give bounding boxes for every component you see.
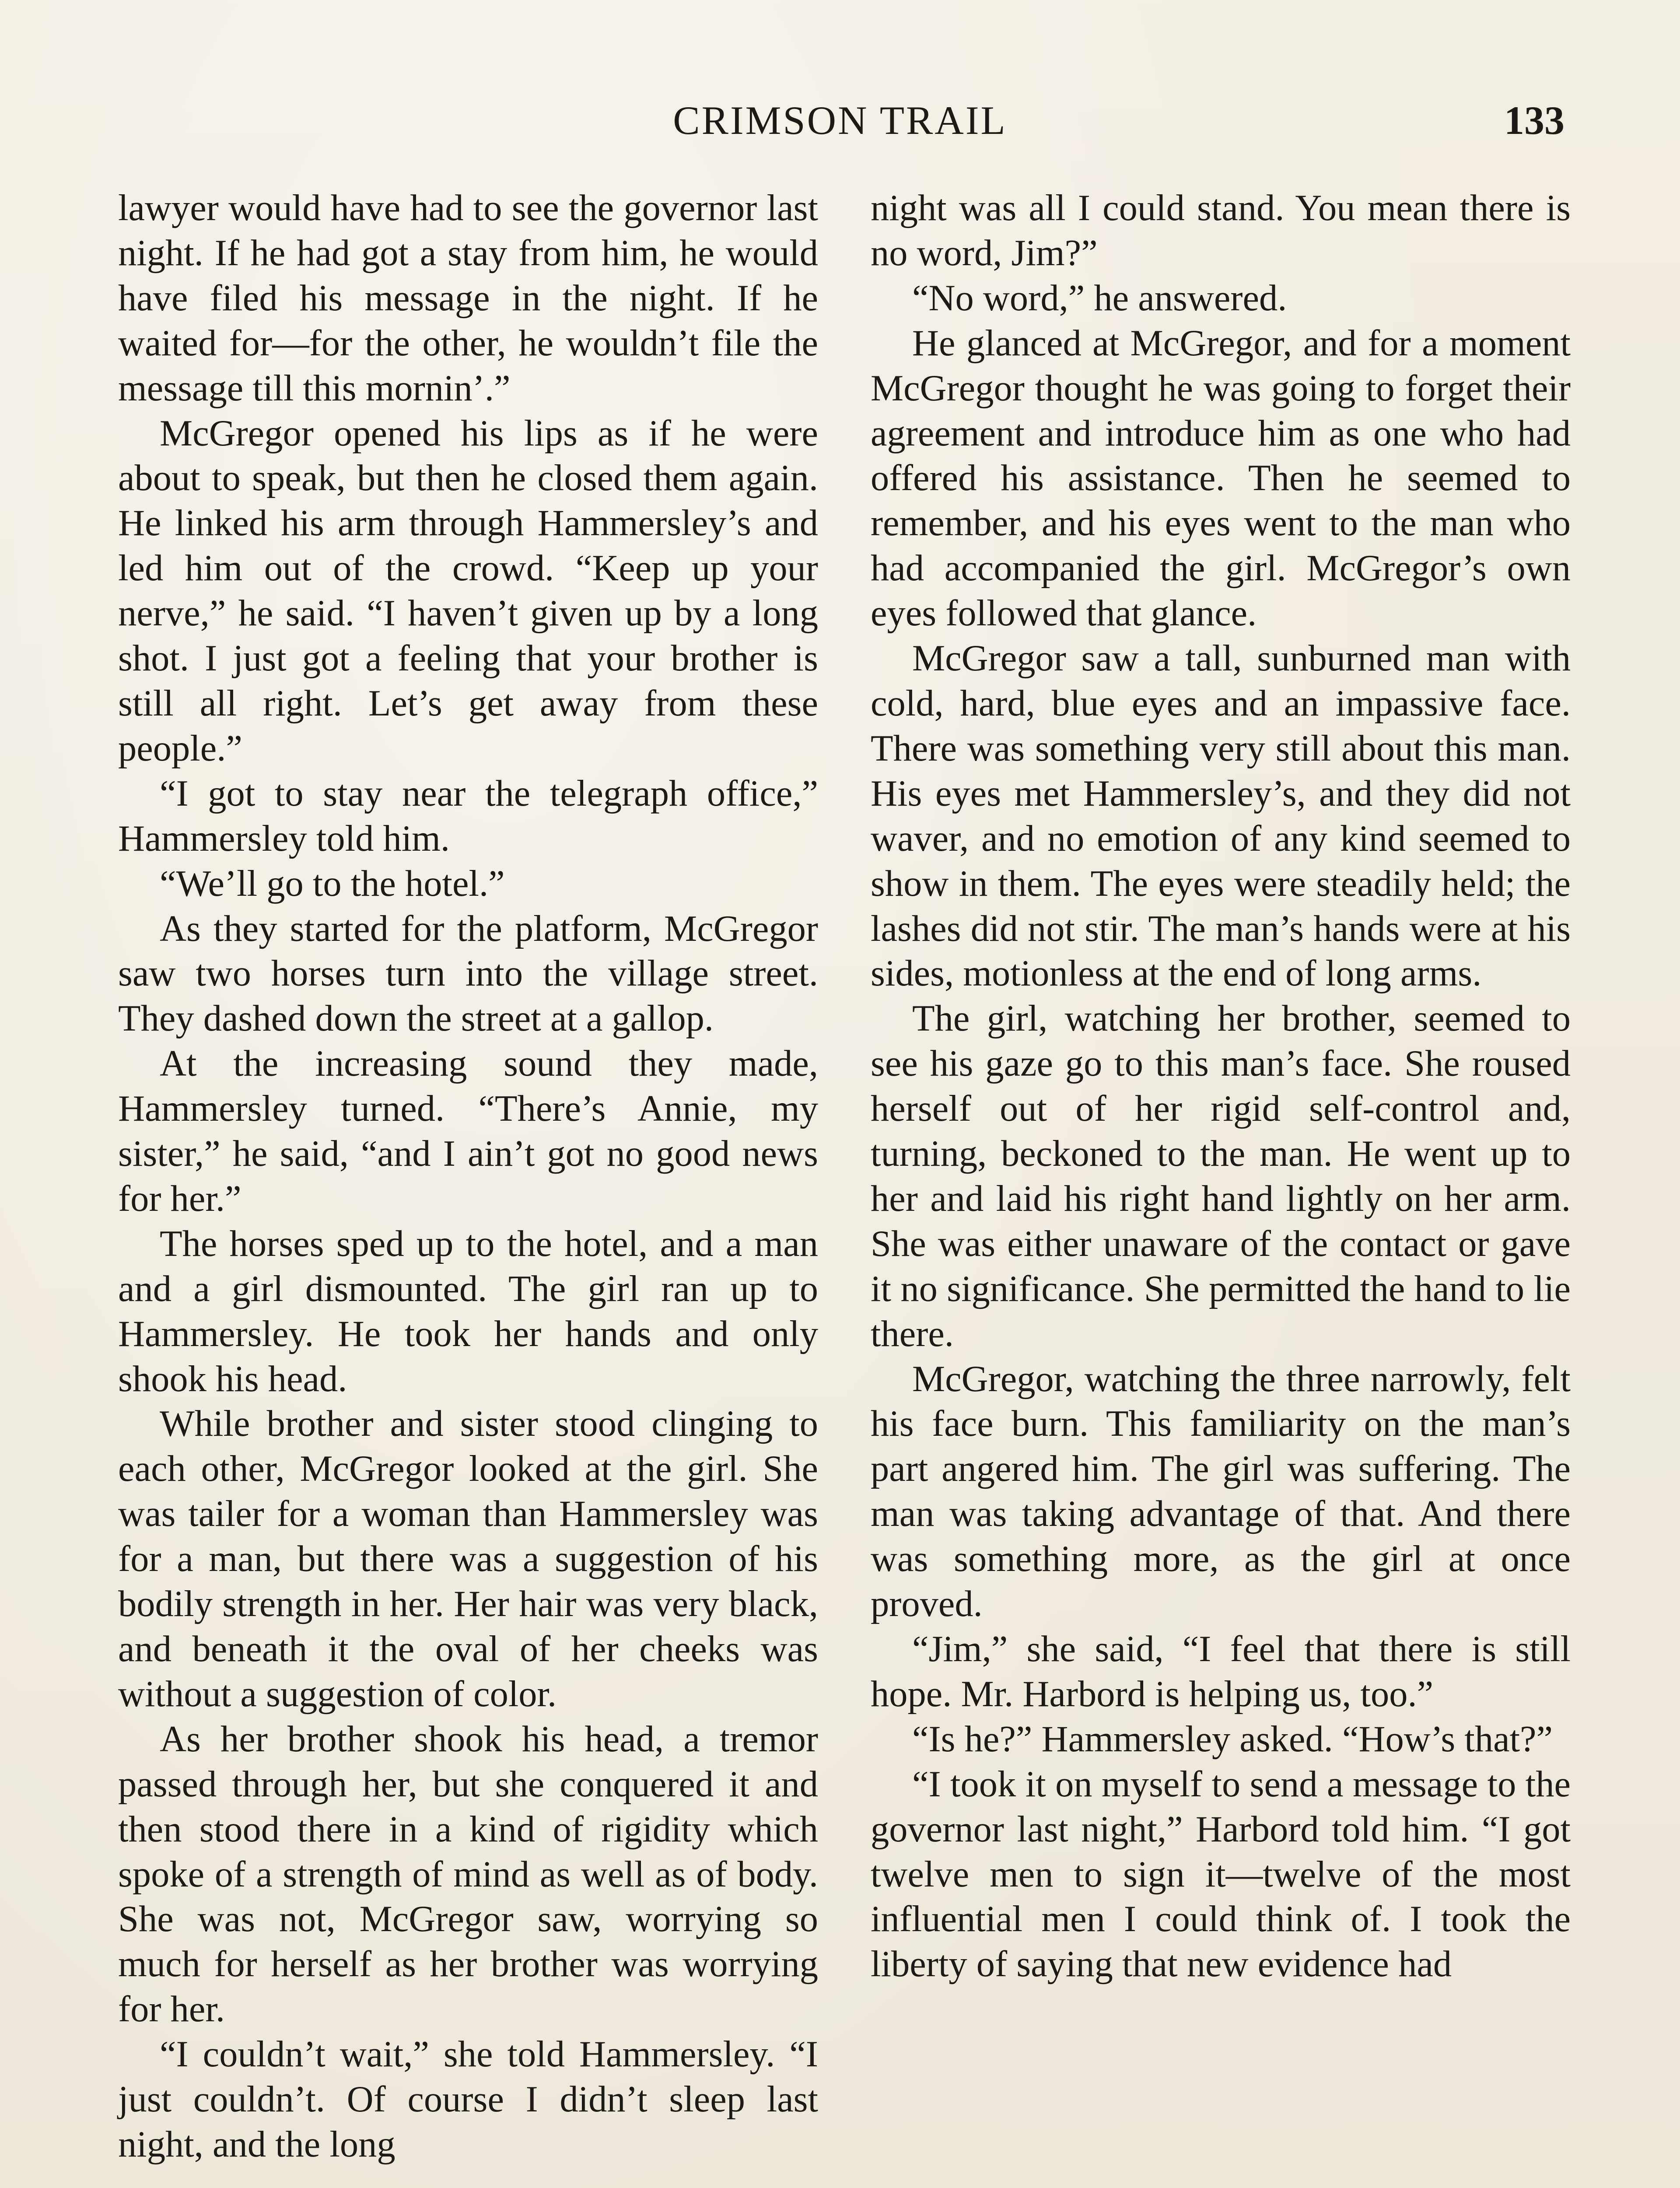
paragraph: The horses sped up to the hotel, and a man and a girl dismounted. The girl ran up to Hammersley. He took her hands and only shook his head. — [118, 1223, 818, 1399]
running-head — [0, 94, 1680, 147]
paragraph: McGregor saw a tall, sunburned man with cold, hard, blue eyes and an impassive face. There was something very still about this man. His eyes met Hammersley’s, and they did not waver, and no emotion of any kind seemed to show in them. The eyes were steadily held; the lashes did not stir. The man’s hands were at his sides, motionless at the end of long arms. — [871, 638, 1571, 994]
paragraph: night was all I could stand. You mean there is no word, Jim?” — [871, 188, 1571, 274]
right-column — [871, 186, 1571, 1987]
paragraph: “We’ll go to the hotel.” — [160, 863, 505, 904]
paragraph: As they started for the platform, McGregor saw two horses turn into the village street. They dashed down the street at a gallop. — [118, 908, 818, 1039]
paragraph: “Jim,” she said, “I feel that there is still hope. Mr. Harbord is helping us, too.” — [871, 1629, 1571, 1715]
paragraph: lawyer would have had to see the governor last night. If he had got a stay from him, he would have filed his message in the night. If he waited for—for the other, he wouldn’t file the message till this mornin’.” — [118, 188, 818, 409]
paragraph: “No word,” he answered. — [912, 277, 1287, 319]
paragraph: “I got to stay near the telegraph office,” Hammersley told him. — [118, 773, 818, 859]
paragraph: He glanced at McGregor, and for a moment McGregor thought he was going to forget their agreement and introduce him as one who had offered his assistance. Then he seemed to remember, and his eyes went to the man who had accompanied the girl. McGregor’s own eyes followed that glance. — [871, 323, 1571, 634]
paragraph: As her brother shook his head, a tremor passed through her, but she conquered it and then stood there in a kind of rigidity which spoke of a strength of mind as well as of body. She was not, McGregor saw, worrying so much for herself as her brother was worrying for her. — [118, 1718, 818, 2030]
paragraph: “I took it on myself to send a message to the governor last night,” Harbord told him. “I got twelve men to sign it—twelve of the most influential men I could think of. I took the liberty of saying that new evidence had — [871, 1764, 1571, 1985]
paragraph: At the increasing sound they made, Hammersley turned. “There’s Annie, my sister,” he said, “and I ain’t got no good news for her.” — [118, 1043, 818, 1219]
paragraph: “Is he?” Hammersley asked. “How’s that?” — [912, 1718, 1553, 1760]
paragraph: While brother and sister stood clinging to each other, McGregor looked at the girl. She was tailer for a woman than Hammersley was for a man, but there was a suggestion of his bodily strength in her. Her hair was very black, and beneath it the oval of her cheeks was without a suggestion of color. — [118, 1403, 818, 1715]
paragraph: The girl, watching her brother, seemed to see his gaze go to this man’s face. She roused herself out of her rigid self-control and, turning, beckoned to the man. He went up to her and laid his right hand lightly on her arm. She was either unaware of the contact or gave it no significance. She permitted the hand to lie there. — [871, 998, 1571, 1354]
paragraph: “I couldn’t wait,” she told Hammersley. “I just couldn’t. Of course I didn’t sleep last night, and the long — [118, 2034, 818, 2165]
page-title: CRIMSON TRAIL — [673, 98, 1007, 143]
page-number: 133 — [1504, 98, 1564, 143]
paragraph: McGregor, watching the three narrowly, felt his face burn. This familiarity on the man’s part angered him. The girl was suffering. The man was taking advantage of that. And there was something more, as the girl at once proved. — [871, 1358, 1571, 1625]
left-column — [118, 186, 818, 2167]
paragraph: McGregor opened his lips as if he were about to speak, but then he closed them again. He linked his arm through Hammersley’s and led him out of the crowd. “Keep up your nerve,” he said. “I haven’t given up by a long shot. I just got a feeling that your brother is still all right. Let’s get away from these people.” — [118, 413, 818, 769]
